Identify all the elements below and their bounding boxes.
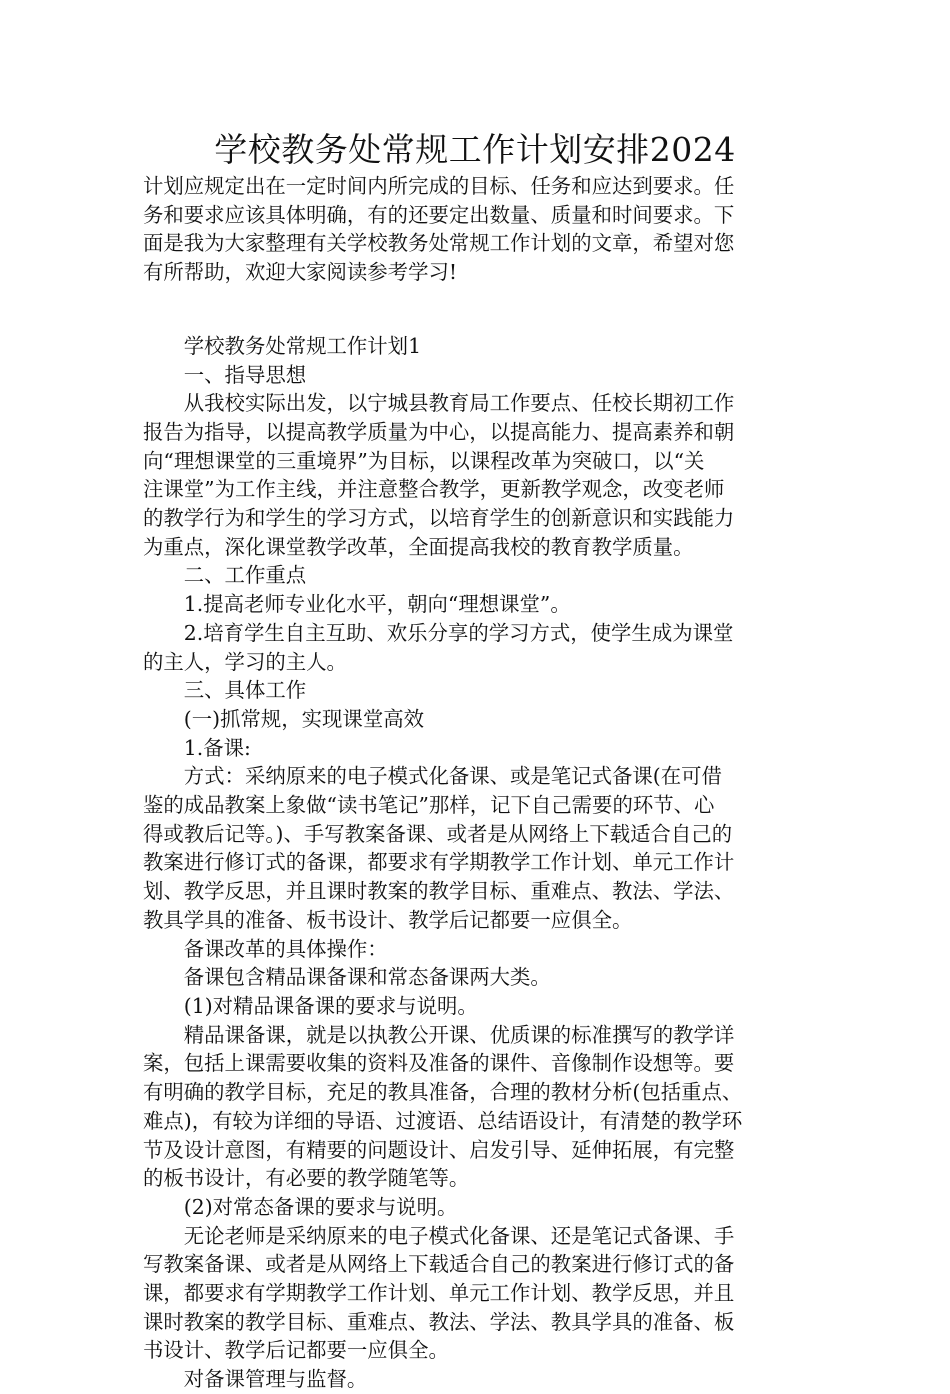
body-line: 教具学具的准备、板书设计、教学后记都要一应俱全。 xyxy=(143,907,633,932)
body-line: 难点)，有较为详细的导语、过渡语、总结语设计，有清楚的教学环 xyxy=(143,1108,743,1133)
body-line: 节及设计意图，有精要的问题设计、启发引导、延伸拓展，有完整 xyxy=(143,1137,735,1162)
section-heading: 一、指导思想 xyxy=(143,362,307,387)
body-line: 备课包含精品课备课和常态备课两大类。 xyxy=(143,965,551,990)
body-line: 得或教后记等。)、手写教案备课、或者是从网络上下载适合自己的 xyxy=(143,821,733,846)
section-heading: 三、具体工作 xyxy=(143,678,307,703)
document-body xyxy=(143,172,807,1394)
intro-line: 务和要求应该具体明确，有的还要定出数量、质量和时间要求。下 xyxy=(143,202,735,227)
intro-line: 面是我为大家整理有关学校教务处常规工作计划的文章，希望对您 xyxy=(143,231,735,256)
body-line: 方式：采纳原来的电子模式化备课、或是笔记式备课(在可借 xyxy=(143,764,722,789)
body-line: 备课改革的具体操作： xyxy=(143,936,388,961)
paragraph-gap xyxy=(143,287,807,332)
body-line: 案，包括上课需要收集的资料及准备的课件、音像制作设想等。要 xyxy=(143,1051,735,1076)
body-line: 为重点，深化课堂教学改革，全面提高我校的教育教学质量。 xyxy=(143,534,694,559)
body-line: 向“理想课堂的三重境界”为目标，以课程改革为突破口，以“关 xyxy=(143,448,705,473)
body-line: 课时教案的教学目标、重难点、教法、学法、教具学具的准备、板 xyxy=(143,1309,735,1334)
body-line: 书设计、教学后记都要一应俱全。 xyxy=(143,1338,449,1363)
body-line: 课，都要求有学期教学工作计划、单元工作计划、教学反思，并且 xyxy=(143,1281,735,1306)
body-line: 1.提高老师专业化水平，朝向“理想课堂”。 xyxy=(143,592,571,617)
body-line: 划、教学反思，并且课时教案的教学目标、重难点、教法、学法、 xyxy=(143,879,735,904)
body-line: 对备课管理与监督。 xyxy=(143,1367,368,1392)
body-line: (2)对常态备课的要求与说明。 xyxy=(143,1194,458,1219)
body-line: 教案进行修订式的备课，都要求有学期教学工作计划、单元工作计 xyxy=(143,850,735,875)
subsection-heading: (一)抓常规，实现课堂高效 xyxy=(143,706,424,731)
body-line: 有明确的教学目标，充足的教具准备，合理的教材分析(包括重点、 xyxy=(143,1080,743,1105)
intro-line: 计划应规定出在一定时间内所完成的目标、任务和应达到要求。任 xyxy=(143,174,735,198)
section-heading: 二、工作重点 xyxy=(143,563,307,588)
section-heading: 学校教务处常规工作计划1 xyxy=(143,333,422,358)
body-line: 鉴的成品教案上象做“读书笔记”那样，记下自己需要的环节、心 xyxy=(143,793,715,818)
intro-line: 有所帮助，欢迎大家阅读参考学习! xyxy=(143,260,458,285)
body-line: 的板书设计，有必要的教学随笔等。 xyxy=(143,1166,470,1191)
body-line: 的教学行为和学生的学习方式，以培育学生的创新意识和实践能力 xyxy=(143,506,735,531)
body-line: 注课堂”为工作主线，并注意整合教学，更新教学观念，改变老师 xyxy=(143,477,725,502)
body-line: 精品课备课，就是以执教公开课、优质课的标准撰写的教学详 xyxy=(143,1022,735,1047)
body-line: 报告为指导，以提高教学质量为中心，以提高能力、提高素养和朝 xyxy=(143,419,735,444)
body-line: 无论老师是采纳原来的电子模式化备课、还是笔记式备课、手 xyxy=(143,1223,735,1248)
body-line: 写教案备课、或者是从网络上下载适合自己的教案进行修订式的备 xyxy=(143,1252,735,1277)
body-line: 的主人，学习的主人。 xyxy=(143,649,347,674)
body-line: 从我校实际出发，以宁城县教育局工作要点、任校长期初工作 xyxy=(143,391,735,416)
body-line: 2.培育学生自主互助、欢乐分享的学习方式，使学生成为课堂 xyxy=(143,620,734,645)
subsection-heading: 1.备课: xyxy=(143,735,251,760)
document-title: 学校教务处常规工作计划安排2024 xyxy=(214,130,736,169)
body-line: (1)对精品课备课的要求与说明。 xyxy=(143,993,478,1018)
